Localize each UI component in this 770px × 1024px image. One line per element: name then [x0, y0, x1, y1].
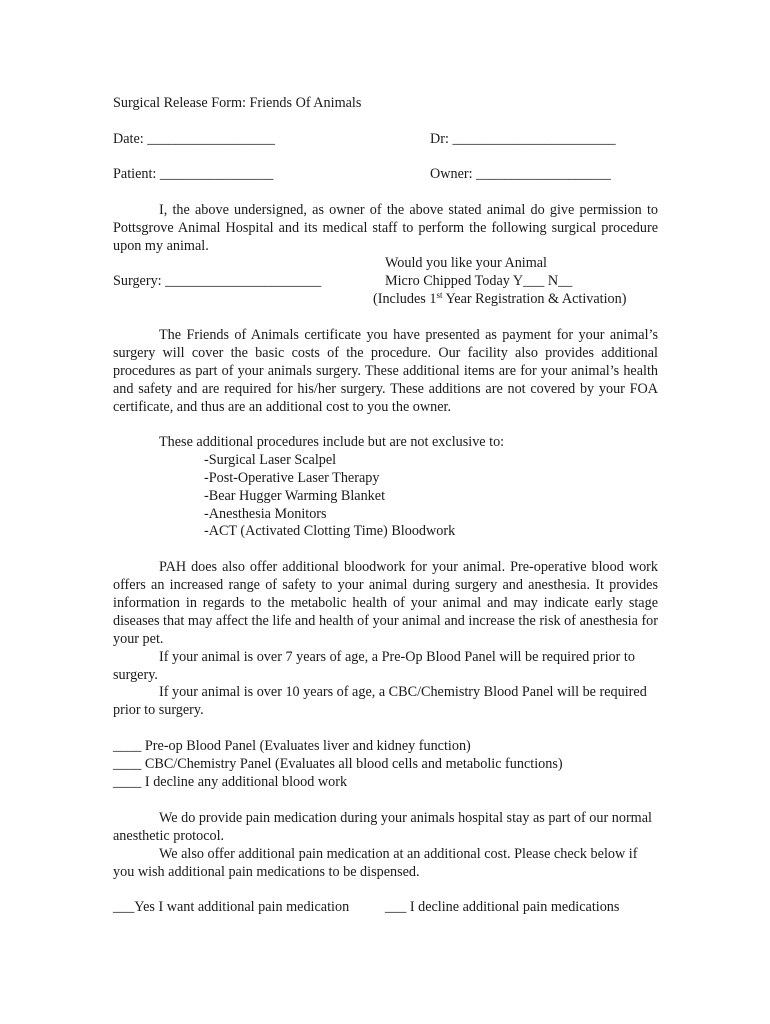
patient-field[interactable]: Patient: ________________: [113, 166, 274, 182]
age-7-paragraph: If your animal is over 7 years of age, a Pre-Op Blood Panel will be required prior to surgery.: [113, 649, 635, 683]
foa-certificate-paragraph: The Friends of Animals certificate you have presented as payment for your animal’s surgery will cover the basic costs of the procedure. Our facility also provides additional procedures as part of your animals surgery. These additional items are for your animal’s health and safety and are required for his/her surgery. These additions are not covered by your FOA certificate, and thus are an additional cost to you the owner.: [113, 327, 658, 415]
date-field[interactable]: Date: __________________: [113, 131, 275, 147]
ordinal-superscript: st: [436, 290, 443, 300]
doctor-field[interactable]: Dr: _______________________: [430, 131, 616, 147]
pain-medication-paragraph: We do provide pain medication during your animals hospital stay as part of our normal anesthetic protocol.: [113, 810, 652, 844]
additional-pain-paragraph: We also offer additional pain medication at an additional cost. Please check below if you wish additional pain medications to be dispensed.: [113, 846, 638, 880]
bloodwork-paragraph: PAH does also offer additional bloodwork for your animal. Pre-operative blood work offers an increased range of safety to your animal during surgery and anesthesia. It provides information in regards to the metabolic health of your animal and may indicate early stage diseases that may affect the life and health of your animal and increase the risk of anesthesia for your pet.: [113, 559, 658, 647]
blood-option-decline[interactable]: ____ I decline any additional blood work: [113, 774, 348, 790]
owner-field[interactable]: Owner: ___________________: [430, 166, 611, 182]
procedure-item: -ACT (Activated Clotting Time) Bloodwork: [204, 523, 456, 539]
surgery-field[interactable]: Surgery: ______________________: [113, 273, 322, 289]
permission-paragraph: I, the above undersigned, as owner of the above stated animal do give permission to Pottsgrove Animal Hospital and its medical staff to perform the following surgical procedure upon my animal.: [113, 202, 658, 254]
microchip-choice[interactable]: Micro Chipped Today Y___ N__: [385, 273, 573, 289]
blood-option-preop[interactable]: ____ Pre-op Blood Panel (Evaluates liver and kidney function): [113, 738, 471, 754]
procedure-item: -Anesthesia Monitors: [204, 506, 327, 522]
procedure-item: -Bear Hugger Warming Blanket: [204, 488, 386, 504]
blood-option-cbc[interactable]: ____ CBC/Chemistry Panel (Evaluates all blood cells and metabolic functions): [113, 756, 563, 772]
pain-option-decline[interactable]: ___ I decline additional pain medications: [385, 899, 620, 915]
pain-option-yes[interactable]: ___Yes I want additional pain medication: [113, 899, 350, 915]
microchip-note: (Includes 1st Year Registration & Activation): [373, 290, 627, 307]
age-10-paragraph: If your animal is over 10 years of age, a CBC/Chemistry Blood Panel will be required prior to surgery.: [113, 684, 647, 718]
microchip-question: Would you like your Animal: [385, 255, 547, 271]
procedure-item: -Surgical Laser Scalpel: [204, 452, 337, 468]
procedures-intro: These additional procedures include but are not exclusive to:: [159, 434, 505, 450]
procedure-item: -Post-Operative Laser Therapy: [204, 470, 380, 486]
form-title: Surgical Release Form: Friends Of Animals: [113, 95, 362, 111]
